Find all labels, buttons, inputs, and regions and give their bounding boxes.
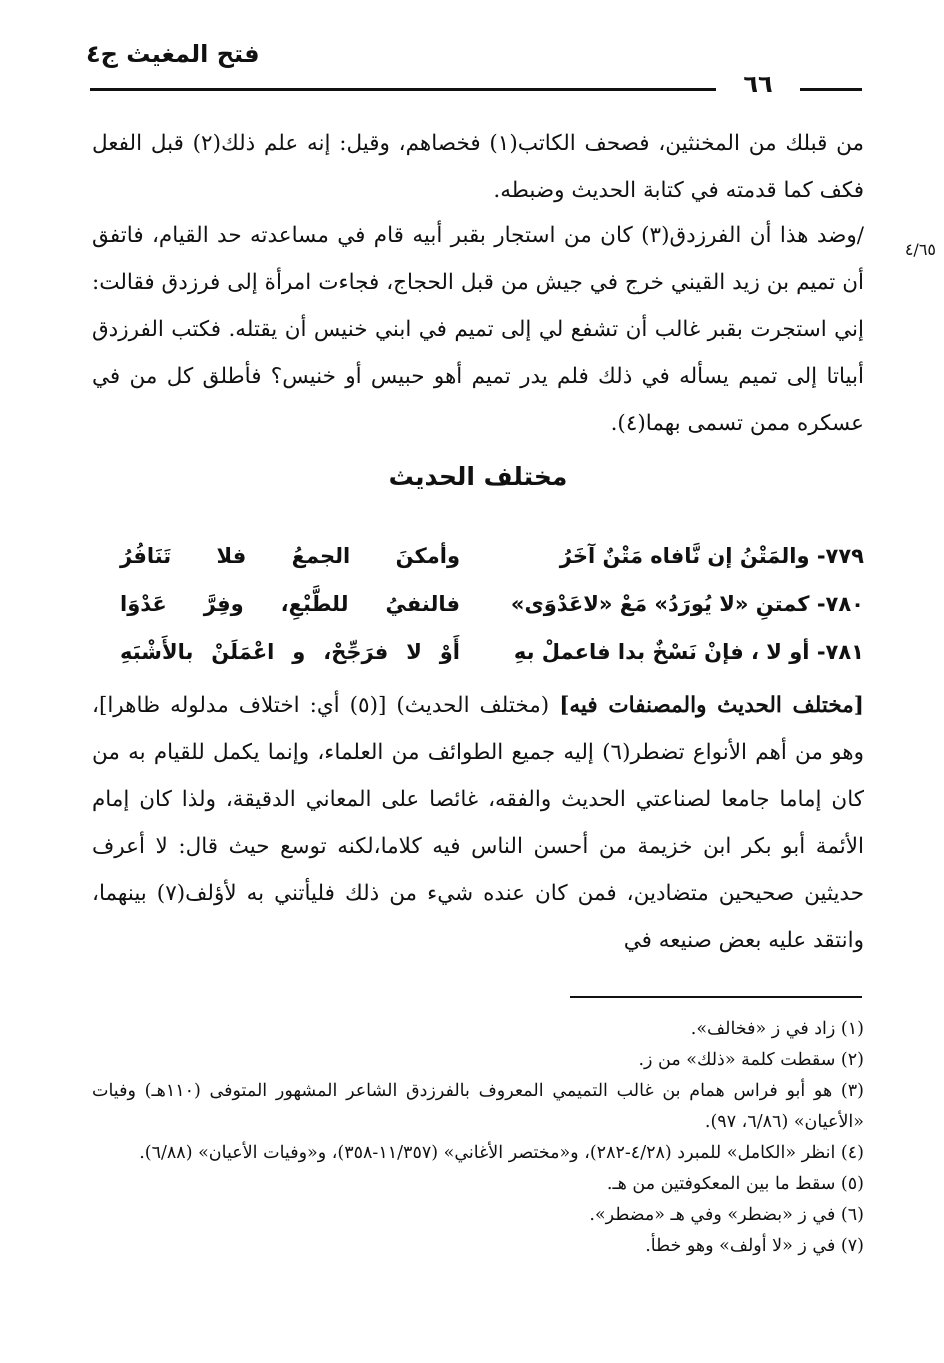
verse-first-hemistich: ٧٨١- أو لا ، فإنْ نَسْخٌ بدا فاعملْ بهِ: [513, 640, 864, 664]
paragraph-text: [92, 682, 864, 964]
verse-second-hemistich: وأمكنَ الجمعُ فلا تَنَافُرُ: [120, 544, 460, 568]
bracketed-subheading: [مختلف الحديث والمصنفات فيه]: [559, 693, 864, 718]
section-heading: مختلف الحديث: [388, 462, 568, 491]
footnote: (٣) هو أبو فراس همام بن غالب التميمي المعروف بالفرزدق الشاعر المشهور المتوفى (١١٠هـ) وفيات «الأعيان» (٦/٨٦، ٩٧).: [92, 1081, 864, 1132]
verse-line: [92, 536, 864, 576]
header-rule-short: [800, 88, 862, 91]
footnote: (٤) انظر «الكامل» للمبرد (٤/٢٨-٢٨٢)، و«مختصر الأغاني» (١١/٣٥٧-٣٥٨)، و«وفيات الأعيان» (٦/٨٨).: [139, 1143, 864, 1163]
footnote: (١) زاد في ز «فخالف».: [690, 1019, 864, 1039]
verse-second-hemistich: فالنفيُ للطَّبْعِ، وفِرَّ عَدْوَا: [120, 592, 460, 616]
paragraph-text: من قبلك من المخنثين، فصحف الكاتب(١) فخصاهم، وقيل: إنه علم ذلك(٢) قبل الفعل فكف كما قدمته في كتابة الحديث وضبطه.: [92, 131, 864, 203]
page-number: ٦٦: [743, 70, 773, 98]
verse-line: [92, 584, 864, 624]
verse-first-hemistich: ٧٧٩- والمَتْنُ إن نَّافاه مَتْنٌ آخَرُ: [559, 544, 864, 568]
verse-second-hemistich: أَوْ لا فرَجِّحْ، و اعْمَلَنْ بالأَشْبَهِ: [120, 640, 460, 664]
verse-first-hemistich: ٧٨٠- كمتنِ «لا يُورَدُ» مَعْ «لاعَدْوَى»: [510, 592, 864, 616]
running-header-title: فتح المغيث ج٤: [86, 40, 260, 68]
paragraph-text: /وضد هذا أن الفرزدق(٣) كان من استجار بقبر أبيه قام في مساعدته حد القيام، فاتفق أن تميم بن زيد القيني خرج في جيش من قبل الحجاج، فجاءت امرأة إلى فرزدق فقالت: إني استجرت بقبر غالب أن تشفع لي إلى تميم في ابني خنيس أن يقتله. فكتب الفرزدق أبياتا إلى تميم يسأله في ذلك فلم يدر تميم أهو حبيس أو خنيس؟ فأطلق كل من في عسكره ممن تسمى بهما(٤).: [92, 223, 864, 436]
body-paragraph-2: [92, 212, 864, 447]
footnote: (٦) في ز «بضطر» وفي هـ «مضطر».: [589, 1205, 864, 1225]
footnote-separator: [570, 996, 862, 998]
body-paragraph-3: [92, 682, 864, 964]
footnote: (٧) في ز «لا أولف» وهو خطأ.: [645, 1236, 864, 1256]
footnotes: [92, 1014, 864, 1262]
header-rule: [90, 88, 716, 91]
margin-page-reference: ٤/٦٥: [904, 240, 936, 259]
body-paragraph-1: [92, 120, 864, 214]
footnote: (٥) سقط ما بين المعكوفتين من هـ.: [606, 1174, 864, 1194]
paragraph-continuation: (مختلف الحديث) [(٥) أي: اختلاف مدلوله ظاهرا]، وهو من أهم الأنواع تضطر(٦) إليه جميع الطوائف من العلماء، وإنما يكمل للقيام به من كان إماما جامعا لصناعتي الحديث والفقه، غائصا على المعاني الدقيقة، ولذا كان إمام الأئمة أبو بكر ابن خزيمة من أحسن الناس فيه كلاما،لكنه توسع حيث قال: لا أعرف حديثين صحيحين متضادين، فمن كان عنده شيء من ذلك فليأتني به لأؤلف(٧) بينهما، وانتقد عليه بعض صنيعه في: [92, 693, 864, 953]
verse-line: [92, 632, 864, 672]
footnote: (٢) سقطت كلمة «ذلك» من ز.: [638, 1050, 864, 1070]
